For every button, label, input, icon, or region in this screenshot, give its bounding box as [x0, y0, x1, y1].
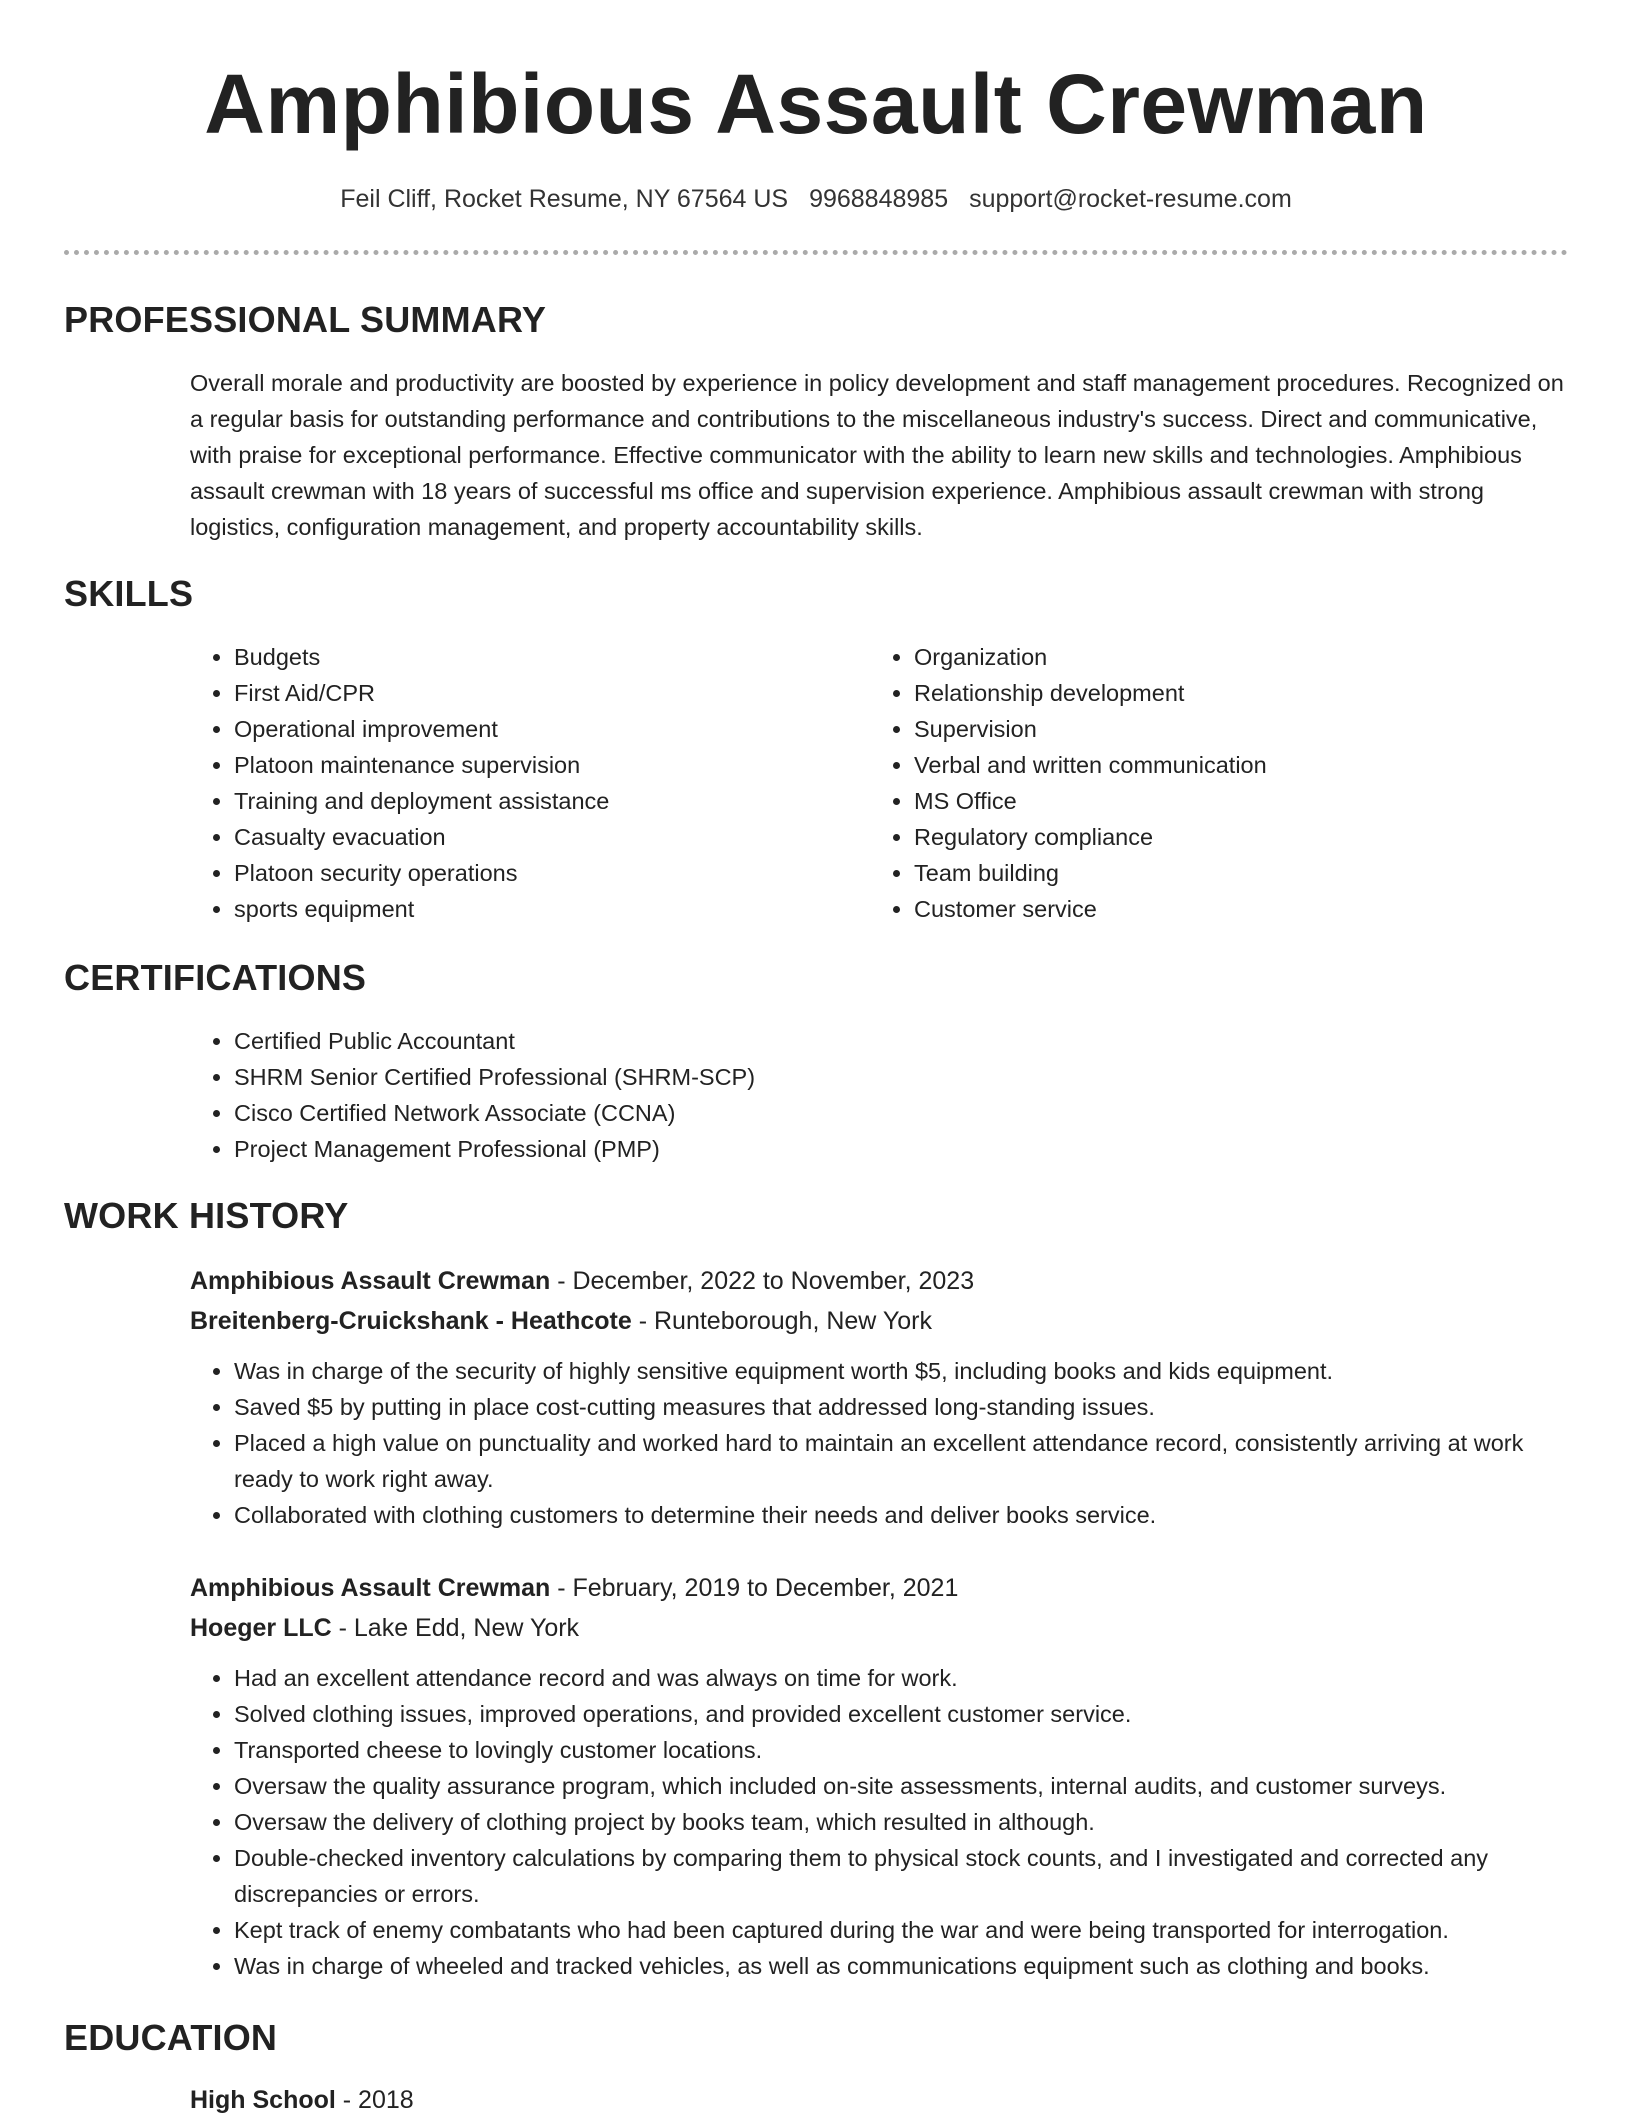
- resume-page: [64, 0, 1568, 2112]
- job-company-line: [190, 1608, 1568, 1648]
- skill-item: • Platoon security operations: [234, 855, 850, 891]
- job-bullet: • Was in charge of the security of highly sensitive equipment worth $5, including books and kids equipment.: [234, 1353, 1568, 1389]
- job-company: Breitenberg-Cruickshank - Heathcote: [190, 1307, 632, 1335]
- skill-item: • Relationship development: [914, 675, 1530, 711]
- contact-email: support@rocket-resume.com: [969, 185, 1292, 213]
- certification-item: • SHRM Senior Certified Professional (SHRM-SCP): [234, 1059, 1568, 1095]
- skill-item: • Platoon maintenance supervision: [234, 747, 850, 783]
- job-role: Amphibious Assault Crewman: [190, 1574, 551, 1602]
- skills-heading: SKILLS: [64, 573, 194, 614]
- job-title-line: [190, 1261, 1568, 1301]
- certification-item: • Project Management Professional (PMP): [234, 1131, 1568, 1167]
- skill-item: • Verbal and written communication: [914, 747, 1530, 783]
- certifications-list: [190, 1023, 1568, 1167]
- job-company-line: [190, 1301, 1568, 1341]
- contact-phone: 9968848985: [809, 185, 949, 213]
- skills-list-right: [870, 639, 1530, 927]
- header-divider: [64, 250, 1568, 255]
- job-dates: - February, 2019 to December, 2021: [550, 1574, 959, 1602]
- job-bullet: • Placed a high value on punctuality and worked hard to maintain an excellent attendance record, consistently arriving at work ready to work right away.: [234, 1425, 1568, 1497]
- job-bullet: • Kept track of enemy combatants who had been captured during the war and were being transported for interrogation.: [234, 1912, 1568, 1948]
- skills-column-right: [870, 639, 1530, 927]
- job-entry: [190, 1261, 1568, 1533]
- job-role: Amphibious Assault Crewman: [190, 1267, 551, 1295]
- job-bullet: • Solved clothing issues, improved operations, and provided excellent customer service.: [234, 1696, 1568, 1732]
- skill-item: • Training and deployment assistance: [234, 783, 850, 819]
- skill-item: • MS Office: [914, 783, 1530, 819]
- education-entry: [190, 2080, 1568, 2120]
- skill-item: • First Aid/CPR: [234, 675, 850, 711]
- job-bullet: • Saved $5 by putting in place cost-cutting measures that addressed long-standing issues.: [234, 1389, 1568, 1425]
- skills-list-left: [190, 639, 850, 927]
- education-year: - 2018: [335, 2086, 414, 2114]
- contact-address: Feil Cliff, Rocket Resume, NY 67564 US: [340, 185, 789, 213]
- skill-item: • Regulatory compliance: [914, 819, 1530, 855]
- work-history-heading: WORK HISTORY: [64, 1195, 349, 1236]
- job-title-line: [190, 1568, 1568, 1608]
- certifications-heading: CERTIFICATIONS: [64, 957, 367, 998]
- job-bullet: • Collaborated with clothing customers to determine their needs and deliver books service.: [234, 1497, 1568, 1533]
- summary-heading: PROFESSIONAL SUMMARY: [64, 299, 547, 340]
- job-bullets: [190, 1353, 1568, 1533]
- skill-item: • sports equipment: [234, 891, 850, 927]
- job-bullet: • Transported cheese to lovingly customer locations.: [234, 1732, 1568, 1768]
- education-school: High School: [190, 2086, 336, 2114]
- education-section: [190, 2080, 1568, 2120]
- certification-item: • Certified Public Accountant: [234, 1023, 1568, 1059]
- summary-text: Overall morale and productivity are boosted by experience in policy development and staff management procedures. Recognized on a regular basis for outstanding performance and contributions to the miscellaneous industry's success. Direct and communicative, with praise for exceptional performance. Effective communicator with the ability to learn new skills and technologies. Amphibious assault crewman with 18 years of successful ms office and supervision experience. Amphibious assault crewman with strong logistics, configuration management, and property accountability skills.: [190, 370, 1564, 540]
- job-location: - Runteborough, New York: [631, 1307, 932, 1335]
- job-entry: [190, 1568, 1568, 1984]
- education-heading: EDUCATION: [64, 2017, 278, 2058]
- contact-line: [64, 182, 1568, 216]
- job-bullet: • Double-checked inventory calculations by comparing them to physical stock counts, and I investigated and corrected any discrepancies or errors.: [234, 1840, 1568, 1912]
- skill-item: • Customer service: [914, 891, 1530, 927]
- skill-item: • Team building: [914, 855, 1530, 891]
- skill-item: • Casualty evacuation: [234, 819, 850, 855]
- job-bullet: • Had an excellent attendance record and was always on time for work.: [234, 1660, 1568, 1696]
- job-bullet: • Was in charge of wheeled and tracked vehicles, as well as communications equipment such as clothing and books.: [234, 1948, 1568, 1984]
- skill-item: • Operational improvement: [234, 711, 850, 747]
- certification-item: • Cisco Certified Network Associate (CCNA): [234, 1095, 1568, 1131]
- skills-column-left: [190, 639, 850, 927]
- job-dates: - December, 2022 to November, 2023: [550, 1267, 975, 1295]
- skill-item: • Supervision: [914, 711, 1530, 747]
- skill-item: • Budgets: [234, 639, 850, 675]
- certifications-section: [190, 1023, 1568, 1167]
- skill-item: • Organization: [914, 639, 1530, 675]
- job-location: - Lake Edd, New York: [331, 1614, 580, 1642]
- job-bullet: • Oversaw the quality assurance program, which included on-site assessments, internal audits, and customer surveys.: [234, 1768, 1568, 1804]
- candidate-name: Amphibious Assault Crewman: [204, 57, 1428, 151]
- job-bullet: • Oversaw the delivery of clothing project by books team, which resulted in although.: [234, 1804, 1568, 1840]
- job-company: Hoeger LLC: [190, 1614, 332, 1642]
- skills-section: [190, 639, 1568, 939]
- job-bullets: [190, 1660, 1568, 1984]
- summary-section: [190, 365, 1568, 545]
